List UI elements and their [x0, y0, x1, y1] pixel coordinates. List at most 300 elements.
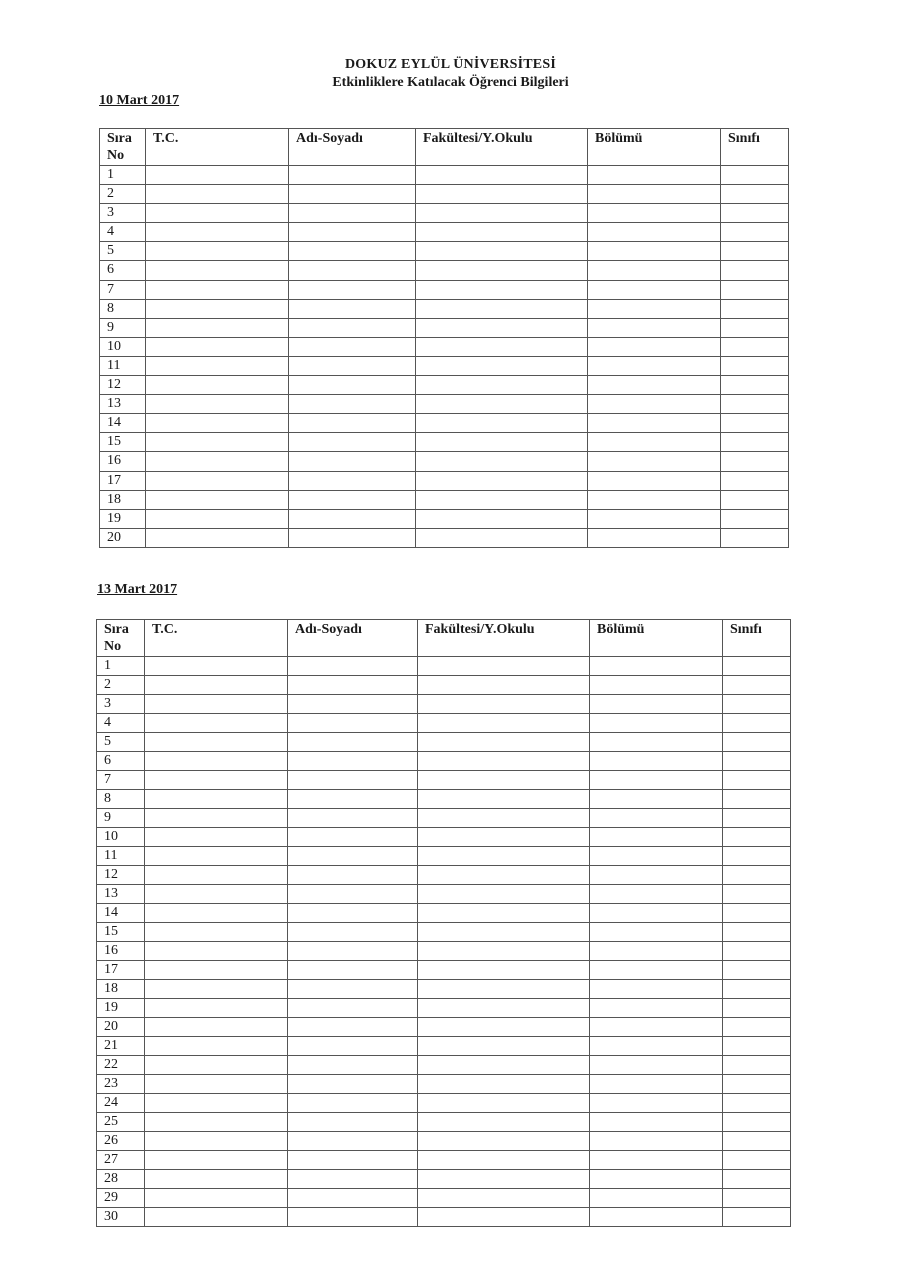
table-row — [97, 809, 791, 828]
row-number: 14 — [97, 904, 145, 923]
row-number: 3 — [100, 204, 146, 223]
cell-fakultesi[interactable] — [418, 1056, 590, 1075]
cell-bolumu[interactable] — [590, 1151, 723, 1170]
cell-fakultesi[interactable] — [418, 1208, 590, 1227]
cell-sinifi[interactable] — [721, 261, 789, 280]
cell-fakultesi[interactable] — [418, 733, 590, 752]
cell-sinifi[interactable] — [721, 185, 789, 204]
cell-adi-soyadi[interactable] — [288, 866, 418, 885]
cell-adi-soyadi[interactable] — [289, 337, 416, 356]
row-number: 4 — [97, 714, 145, 733]
cell-tc[interactable] — [146, 356, 289, 375]
cell-bolumu[interactable] — [588, 261, 721, 280]
cell-adi-soyadi[interactable] — [289, 528, 416, 547]
cell-bolumu[interactable] — [590, 1113, 723, 1132]
cell-sinifi[interactable] — [723, 771, 791, 790]
cell-adi-soyadi[interactable] — [289, 242, 416, 261]
cell-bolumu[interactable] — [588, 395, 721, 414]
cell-adi-soyadi[interactable] — [288, 923, 418, 942]
cell-fakultesi[interactable] — [418, 1189, 590, 1208]
cell-tc[interactable] — [145, 923, 288, 942]
cell-tc[interactable] — [146, 280, 289, 299]
cell-adi-soyadi[interactable] — [288, 695, 418, 714]
cell-bolumu[interactable] — [590, 790, 723, 809]
cell-adi-soyadi[interactable] — [289, 356, 416, 375]
cell-adi-soyadi[interactable] — [288, 999, 418, 1018]
cell-bolumu[interactable] — [590, 828, 723, 847]
cell-bolumu[interactable] — [590, 1094, 723, 1113]
cell-bolumu[interactable] — [588, 280, 721, 299]
cell-adi-soyadi[interactable] — [288, 1075, 418, 1094]
cell-fakultesi[interactable] — [418, 1132, 590, 1151]
cell-fakultesi[interactable] — [418, 923, 590, 942]
table-row — [100, 433, 789, 452]
row-number: 16 — [97, 942, 145, 961]
cell-fakultesi[interactable] — [416, 299, 588, 318]
table-row — [100, 166, 789, 185]
row-number: 4 — [100, 223, 146, 242]
cell-bolumu[interactable] — [590, 695, 723, 714]
cell-adi-soyadi[interactable] — [288, 980, 418, 999]
row-number: 26 — [97, 1132, 145, 1151]
cell-sinifi[interactable] — [723, 714, 791, 733]
table-row — [97, 1018, 791, 1037]
cell-sinifi[interactable] — [721, 376, 789, 395]
student-table-2 — [96, 619, 791, 1227]
cell-fakultesi[interactable] — [418, 999, 590, 1018]
table-row — [100, 490, 789, 509]
row-number: 27 — [97, 1151, 145, 1170]
cell-fakultesi[interactable] — [416, 395, 588, 414]
col-header-adi-soyadi: Adı-Soyadı — [289, 129, 416, 166]
cell-tc[interactable] — [146, 223, 289, 242]
cell-bolumu[interactable] — [588, 204, 721, 223]
cell-adi-soyadi[interactable] — [288, 1056, 418, 1075]
cell-fakultesi[interactable] — [416, 185, 588, 204]
cell-tc[interactable] — [145, 999, 288, 1018]
cell-fakultesi[interactable] — [416, 490, 588, 509]
cell-tc[interactable] — [145, 809, 288, 828]
col-header-sira-no: Sıra No — [97, 620, 145, 657]
cell-bolumu[interactable] — [590, 980, 723, 999]
cell-tc[interactable] — [146, 490, 289, 509]
cell-fakultesi[interactable] — [416, 204, 588, 223]
cell-bolumu[interactable] — [590, 771, 723, 790]
cell-sinifi[interactable] — [723, 1151, 791, 1170]
col-header-tc: T.C. — [145, 620, 288, 657]
cell-tc[interactable] — [145, 904, 288, 923]
cell-sinifi[interactable] — [721, 395, 789, 414]
cell-bolumu[interactable] — [588, 528, 721, 547]
row-number: 18 — [100, 490, 146, 509]
cell-fakultesi[interactable] — [416, 414, 588, 433]
cell-sinifi[interactable] — [723, 961, 791, 980]
col-header-tc: T.C. — [146, 129, 289, 166]
cell-adi-soyadi[interactable] — [288, 809, 418, 828]
cell-adi-soyadi[interactable] — [288, 714, 418, 733]
cell-bolumu[interactable] — [590, 1170, 723, 1189]
cell-bolumu[interactable] — [590, 866, 723, 885]
cell-sinifi[interactable] — [723, 1056, 791, 1075]
table-row — [97, 1132, 791, 1151]
cell-sinifi[interactable] — [723, 904, 791, 923]
form-subtitle: Etkinliklere Katılacak Öğrenci Bilgileri — [332, 75, 569, 90]
cell-bolumu[interactable] — [590, 733, 723, 752]
cell-tc[interactable] — [146, 185, 289, 204]
row-number: 9 — [97, 809, 145, 828]
cell-tc[interactable] — [145, 828, 288, 847]
cell-sinifi[interactable] — [723, 733, 791, 752]
row-number: 23 — [97, 1075, 145, 1094]
cell-tc[interactable] — [146, 376, 289, 395]
cell-tc[interactable] — [146, 414, 289, 433]
row-number: 7 — [97, 771, 145, 790]
cell-adi-soyadi[interactable] — [289, 471, 416, 490]
cell-bolumu[interactable] — [590, 1075, 723, 1094]
cell-sinifi[interactable] — [723, 1094, 791, 1113]
cell-adi-soyadi[interactable] — [289, 414, 416, 433]
cell-tc[interactable] — [145, 885, 288, 904]
cell-tc[interactable] — [146, 395, 289, 414]
col-header-fakultesi: Fakültesi/Y.Okulu — [418, 620, 590, 657]
row-number: 8 — [100, 299, 146, 318]
cell-adi-soyadi[interactable] — [288, 904, 418, 923]
row-number: 5 — [100, 242, 146, 261]
row-number: 1 — [97, 657, 145, 676]
col-header-bolumu: Bölümü — [588, 129, 721, 166]
cell-bolumu[interactable] — [590, 752, 723, 771]
cell-sinifi[interactable] — [721, 204, 789, 223]
cell-fakultesi[interactable] — [418, 752, 590, 771]
cell-tc[interactable] — [146, 509, 289, 528]
cell-tc[interactable] — [145, 847, 288, 866]
cell-bolumu[interactable] — [590, 809, 723, 828]
cell-sinifi[interactable] — [721, 414, 789, 433]
cell-adi-soyadi[interactable] — [288, 1037, 418, 1056]
table-row — [97, 904, 791, 923]
cell-bolumu[interactable] — [588, 414, 721, 433]
cell-tc[interactable] — [145, 1151, 288, 1170]
cell-tc[interactable] — [145, 1132, 288, 1151]
cell-fakultesi[interactable] — [416, 318, 588, 337]
cell-adi-soyadi[interactable] — [288, 942, 418, 961]
cell-tc[interactable] — [145, 942, 288, 961]
cell-sinifi[interactable] — [723, 809, 791, 828]
cell-tc[interactable] — [145, 1189, 288, 1208]
cell-bolumu[interactable] — [590, 1189, 723, 1208]
cell-fakultesi[interactable] — [418, 847, 590, 866]
row-number: 12 — [97, 866, 145, 885]
cell-bolumu[interactable] — [590, 1037, 723, 1056]
row-number: 25 — [97, 1113, 145, 1132]
cell-sinifi[interactable] — [723, 1018, 791, 1037]
cell-adi-soyadi[interactable] — [288, 1189, 418, 1208]
cell-sinifi[interactable] — [721, 356, 789, 375]
cell-tc[interactable] — [145, 676, 288, 695]
row-number: 19 — [97, 999, 145, 1018]
cell-adi-soyadi[interactable] — [288, 771, 418, 790]
cell-adi-soyadi[interactable] — [289, 204, 416, 223]
cell-sinifi[interactable] — [723, 828, 791, 847]
cell-fakultesi[interactable] — [416, 471, 588, 490]
cell-bolumu[interactable] — [588, 166, 721, 185]
cell-fakultesi[interactable] — [416, 452, 588, 471]
cell-fakultesi[interactable] — [418, 1037, 590, 1056]
cell-bolumu[interactable] — [590, 1208, 723, 1227]
cell-adi-soyadi[interactable] — [288, 1094, 418, 1113]
cell-tc[interactable] — [145, 771, 288, 790]
cell-bolumu[interactable] — [590, 847, 723, 866]
cell-adi-soyadi[interactable] — [288, 828, 418, 847]
cell-adi-soyadi[interactable] — [288, 1208, 418, 1227]
cell-fakultesi[interactable] — [416, 337, 588, 356]
cell-tc[interactable] — [146, 242, 289, 261]
cell-tc[interactable] — [145, 733, 288, 752]
cell-fakultesi[interactable] — [416, 223, 588, 242]
cell-adi-soyadi[interactable] — [288, 1151, 418, 1170]
cell-adi-soyadi[interactable] — [288, 752, 418, 771]
cell-fakultesi[interactable] — [416, 433, 588, 452]
cell-bolumu[interactable] — [590, 1056, 723, 1075]
table-row — [97, 999, 791, 1018]
cell-sinifi[interactable] — [721, 490, 789, 509]
cell-bolumu[interactable] — [590, 714, 723, 733]
cell-sinifi[interactable] — [723, 1208, 791, 1227]
table-row — [97, 1075, 791, 1094]
cell-adi-soyadi[interactable] — [289, 376, 416, 395]
cell-tc[interactable] — [145, 1208, 288, 1227]
cell-adi-soyadi[interactable] — [288, 1170, 418, 1189]
cell-sinifi[interactable] — [723, 657, 791, 676]
cell-bolumu[interactable] — [588, 337, 721, 356]
cell-bolumu[interactable] — [590, 961, 723, 980]
cell-tc[interactable] — [145, 1075, 288, 1094]
cell-tc[interactable] — [145, 1056, 288, 1075]
cell-tc[interactable] — [145, 657, 288, 676]
cell-sinifi[interactable] — [723, 695, 791, 714]
cell-sinifi[interactable] — [721, 337, 789, 356]
cell-fakultesi[interactable] — [418, 828, 590, 847]
cell-sinifi[interactable] — [723, 1132, 791, 1151]
cell-tc[interactable] — [146, 261, 289, 280]
cell-fakultesi[interactable] — [416, 509, 588, 528]
cell-tc[interactable] — [145, 1094, 288, 1113]
cell-sinifi[interactable] — [721, 433, 789, 452]
cell-fakultesi[interactable] — [418, 657, 590, 676]
cell-tc[interactable] — [145, 1170, 288, 1189]
cell-fakultesi[interactable] — [418, 1151, 590, 1170]
cell-fakultesi[interactable] — [418, 1170, 590, 1189]
cell-bolumu[interactable] — [590, 885, 723, 904]
table-row — [97, 1056, 791, 1075]
table-row — [97, 695, 791, 714]
cell-bolumu[interactable] — [588, 223, 721, 242]
cell-fakultesi[interactable] — [418, 942, 590, 961]
cell-tc[interactable] — [146, 299, 289, 318]
cell-fakultesi[interactable] — [416, 261, 588, 280]
table-row — [100, 261, 789, 280]
cell-tc[interactable] — [145, 961, 288, 980]
table-row — [97, 657, 791, 676]
cell-bolumu[interactable] — [590, 923, 723, 942]
cell-fakultesi[interactable] — [418, 961, 590, 980]
cell-adi-soyadi[interactable] — [289, 280, 416, 299]
table-row — [100, 204, 789, 223]
cell-sinifi[interactable] — [723, 1113, 791, 1132]
cell-sinifi[interactable] — [721, 242, 789, 261]
cell-fakultesi[interactable] — [416, 280, 588, 299]
table-row — [100, 528, 789, 547]
col-header-sinifi: Sınıfı — [721, 129, 789, 166]
row-number: 21 — [97, 1037, 145, 1056]
cell-bolumu[interactable] — [588, 433, 721, 452]
cell-tc[interactable] — [145, 1037, 288, 1056]
cell-sinifi[interactable] — [721, 299, 789, 318]
cell-fakultesi[interactable] — [418, 1113, 590, 1132]
cell-tc[interactable] — [146, 528, 289, 547]
cell-adi-soyadi[interactable] — [288, 1113, 418, 1132]
cell-sinifi[interactable] — [721, 280, 789, 299]
cell-tc[interactable] — [145, 790, 288, 809]
cell-tc[interactable] — [146, 204, 289, 223]
cell-adi-soyadi[interactable] — [289, 223, 416, 242]
cell-sinifi[interactable] — [723, 999, 791, 1018]
cell-bolumu[interactable] — [588, 490, 721, 509]
cell-tc[interactable] — [146, 318, 289, 337]
cell-tc[interactable] — [146, 337, 289, 356]
cell-adi-soyadi[interactable] — [288, 885, 418, 904]
cell-adi-soyadi[interactable] — [289, 452, 416, 471]
cell-adi-soyadi[interactable] — [289, 318, 416, 337]
cell-bolumu[interactable] — [588, 356, 721, 375]
cell-bolumu[interactable] — [588, 242, 721, 261]
cell-bolumu[interactable] — [590, 1132, 723, 1151]
cell-tc[interactable] — [145, 714, 288, 733]
cell-fakultesi[interactable] — [418, 1075, 590, 1094]
cell-bolumu[interactable] — [590, 1018, 723, 1037]
cell-bolumu[interactable] — [588, 471, 721, 490]
cell-tc[interactable] — [145, 1018, 288, 1037]
cell-sinifi[interactable] — [721, 471, 789, 490]
cell-adi-soyadi[interactable] — [289, 395, 416, 414]
cell-adi-soyadi[interactable] — [288, 657, 418, 676]
cell-tc[interactable] — [146, 452, 289, 471]
cell-sinifi[interactable] — [721, 318, 789, 337]
cell-adi-soyadi[interactable] — [288, 847, 418, 866]
cell-sinifi[interactable] — [723, 847, 791, 866]
cell-fakultesi[interactable] — [418, 980, 590, 999]
cell-fakultesi[interactable] — [418, 866, 590, 885]
cell-fakultesi[interactable] — [418, 1094, 590, 1113]
cell-fakultesi[interactable] — [416, 376, 588, 395]
cell-sinifi[interactable] — [721, 223, 789, 242]
cell-sinifi[interactable] — [723, 942, 791, 961]
cell-bolumu[interactable] — [588, 318, 721, 337]
cell-sinifi[interactable] — [723, 885, 791, 904]
cell-bolumu[interactable] — [588, 185, 721, 204]
cell-fakultesi[interactable] — [418, 1018, 590, 1037]
cell-adi-soyadi[interactable] — [289, 166, 416, 185]
cell-sinifi[interactable] — [723, 1075, 791, 1094]
cell-sinifi[interactable] — [723, 980, 791, 999]
cell-tc[interactable] — [145, 752, 288, 771]
cell-adi-soyadi[interactable] — [288, 961, 418, 980]
cell-adi-soyadi[interactable] — [288, 676, 418, 695]
table-row — [97, 942, 791, 961]
cell-sinifi[interactable] — [723, 1170, 791, 1189]
cell-bolumu[interactable] — [588, 509, 721, 528]
cell-bolumu[interactable] — [590, 676, 723, 695]
cell-adi-soyadi[interactable] — [288, 733, 418, 752]
cell-bolumu[interactable] — [590, 657, 723, 676]
cell-bolumu[interactable] — [588, 299, 721, 318]
cell-adi-soyadi[interactable] — [289, 299, 416, 318]
cell-sinifi[interactable] — [721, 528, 789, 547]
cell-tc[interactable] — [145, 1113, 288, 1132]
cell-adi-soyadi[interactable] — [289, 261, 416, 280]
cell-fakultesi[interactable] — [416, 166, 588, 185]
cell-tc[interactable] — [145, 695, 288, 714]
cell-adi-soyadi[interactable] — [289, 185, 416, 204]
cell-bolumu[interactable] — [588, 376, 721, 395]
cell-fakultesi[interactable] — [418, 714, 590, 733]
cell-fakultesi[interactable] — [418, 885, 590, 904]
row-number: 9 — [100, 318, 146, 337]
cell-fakultesi[interactable] — [416, 528, 588, 547]
table-row — [97, 790, 791, 809]
cell-adi-soyadi[interactable] — [288, 790, 418, 809]
cell-adi-soyadi[interactable] — [289, 490, 416, 509]
row-number: 12 — [100, 376, 146, 395]
cell-tc[interactable] — [146, 471, 289, 490]
cell-tc[interactable] — [145, 980, 288, 999]
table-row — [100, 299, 789, 318]
cell-adi-soyadi[interactable] — [289, 509, 416, 528]
cell-fakultesi[interactable] — [418, 790, 590, 809]
cell-sinifi[interactable] — [723, 1189, 791, 1208]
cell-sinifi[interactable] — [723, 1037, 791, 1056]
cell-bolumu[interactable] — [590, 999, 723, 1018]
cell-adi-soyadi[interactable] — [289, 433, 416, 452]
table-row — [100, 395, 789, 414]
cell-sinifi[interactable] — [723, 790, 791, 809]
cell-fakultesi[interactable] — [416, 242, 588, 261]
table-row — [100, 471, 789, 490]
row-number: 13 — [100, 395, 146, 414]
cell-adi-soyadi[interactable] — [288, 1018, 418, 1037]
cell-fakultesi[interactable] — [418, 695, 590, 714]
cell-fakultesi[interactable] — [418, 676, 590, 695]
cell-fakultesi[interactable] — [418, 771, 590, 790]
cell-sinifi[interactable] — [723, 752, 791, 771]
cell-bolumu[interactable] — [590, 904, 723, 923]
cell-sinifi[interactable] — [721, 452, 789, 471]
cell-sinifi[interactable] — [723, 676, 791, 695]
cell-tc[interactable] — [145, 866, 288, 885]
cell-bolumu[interactable] — [590, 942, 723, 961]
cell-sinifi[interactable] — [721, 509, 789, 528]
cell-fakultesi[interactable] — [418, 809, 590, 828]
cell-tc[interactable] — [146, 166, 289, 185]
cell-tc[interactable] — [146, 433, 289, 452]
cell-sinifi[interactable] — [723, 923, 791, 942]
cell-fakultesi[interactable] — [416, 356, 588, 375]
cell-sinifi[interactable] — [721, 166, 789, 185]
cell-bolumu[interactable] — [588, 452, 721, 471]
cell-fakultesi[interactable] — [418, 904, 590, 923]
cell-sinifi[interactable] — [723, 866, 791, 885]
cell-adi-soyadi[interactable] — [288, 1132, 418, 1151]
